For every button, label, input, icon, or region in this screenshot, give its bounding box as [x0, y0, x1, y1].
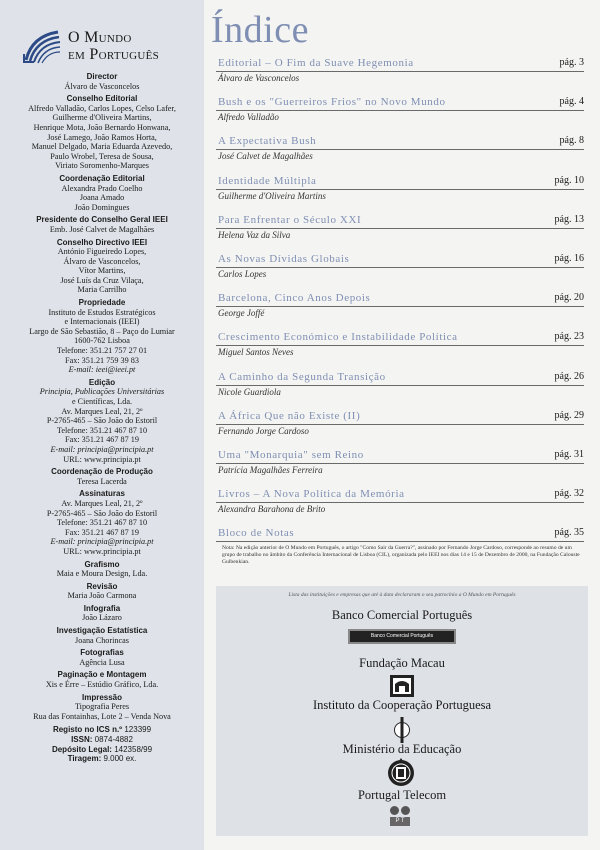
masthead-heading: Coordenação de Produção — [51, 467, 153, 477]
masthead-credits — [0, 72, 204, 764]
masthead-heading: Grafismo — [84, 559, 120, 569]
toc-entry-page: pág. 16 — [554, 252, 584, 264]
table-of-contents — [216, 57, 584, 566]
masthead-line: Av. Marques Leal, 21, 2º — [61, 406, 143, 416]
registration-value: 123399 — [124, 725, 152, 735]
toc-divider — [216, 267, 584, 268]
toc-entry-title[interactable]: Barcelona, Cinco Anos Depois — [218, 292, 371, 305]
toc-divider — [216, 463, 584, 464]
toc-entry-page: pág. 29 — [554, 409, 584, 421]
masthead-heading: Coordenação Editorial — [59, 173, 145, 183]
masthead-heading: Director — [86, 72, 118, 81]
masthead-line: Instituto de Estudos Estratégicos — [48, 307, 156, 317]
masthead-line: Largo de São Sebastião, 8 – Paço do Lumiar — [29, 326, 175, 336]
masthead-line: Teresa Lacerda — [77, 476, 127, 486]
toc-entry-page: pág. 4 — [559, 96, 584, 108]
toc-entry-page: pág. 32 — [554, 488, 584, 500]
masthead-section — [0, 94, 204, 171]
toc-entry-title[interactable]: Livros – A Nova Política da Memória — [218, 488, 405, 501]
masthead-line: Maia e Moura Design, Lda. — [56, 569, 148, 579]
toc-entry-title[interactable]: Para Enfrentar o Século XXI — [218, 213, 362, 226]
masthead-section — [0, 670, 204, 689]
masthead-heading: Impressão — [81, 692, 123, 702]
masthead-heading: Conselho Editorial — [66, 94, 138, 104]
toc-entry-title[interactable]: Crescimento Económico e Instabilidade Política — [218, 331, 458, 344]
toc-entry-title[interactable]: A Caminho da Segunda Transição — [218, 370, 386, 383]
registration-line — [0, 745, 204, 755]
masthead-section — [0, 693, 204, 722]
toc-divider — [216, 502, 584, 503]
toc-entry-author: Carlos Lopes — [218, 268, 267, 279]
toc-entry[interactable] — [216, 292, 584, 331]
masthead-line: Viriato Soromenho-Marques — [55, 161, 149, 171]
toc-entry[interactable] — [216, 331, 584, 370]
toc-entry-page: pág. 10 — [554, 174, 584, 186]
registration-line — [0, 725, 204, 735]
masthead-heading: Paginação e Montagem — [57, 670, 147, 680]
masthead-line: Joana Amado — [79, 193, 125, 203]
masthead-section — [0, 378, 204, 464]
toc-entry-page: pág. 8 — [559, 135, 584, 147]
toc-entry-author: Nicole Guardiola — [218, 386, 281, 397]
masthead-line: Guilherme d'Oliveira Martins, — [52, 113, 152, 123]
sponsor-ministerio-educacao-name: Ministério da Educação — [342, 742, 462, 756]
masthead-line: Maria Carrilho — [77, 285, 127, 295]
masthead-heading: Conselho Directivo IEEI — [56, 237, 148, 247]
toc-entry-author: Álvaro de Vasconcelos — [218, 73, 300, 83]
toc-divider — [216, 110, 584, 111]
publication-name — [68, 29, 159, 63]
toc-entry[interactable] — [216, 449, 584, 488]
masthead-line: E-mail: principia@principia.pt — [50, 537, 154, 547]
masthead-line: Maria João Carmona — [67, 591, 137, 601]
masthead-line: Emb. José Calvet de Magalhães — [49, 224, 155, 234]
masthead-sidebar — [0, 0, 204, 850]
masthead-line: Paulo Wrobel, Teresa de Sousa, — [50, 151, 154, 161]
masthead-line: Manuel Delgado, Maria Eduarda Azevedo, — [31, 142, 173, 152]
masthead-line: Telefone: 351.21 757 27 01 — [56, 346, 148, 356]
masthead-line: e Científicas, Lda. — [71, 397, 133, 406]
masthead-line: Rua das Fontainhas, Lote 2 – Venda Nova — [33, 711, 171, 721]
toc-entry-page: pág. 20 — [554, 292, 584, 304]
toc-divider — [216, 71, 584, 72]
masthead-line: Fax: 351.21 467 87 19 — [65, 527, 139, 537]
masthead-line: João Domingues — [74, 202, 130, 212]
masthead-line: P-2765-465 – São João do Estoril — [46, 416, 158, 426]
masthead-line: e Internacionais (IEEI) — [64, 317, 140, 327]
masthead-section — [0, 604, 204, 623]
masthead-line: António Figueiredo Lopes, — [57, 247, 147, 257]
masthead-section — [0, 626, 204, 645]
masthead-line: Av. Marques Leal, 21, 2º — [61, 498, 143, 508]
toc-entry-author: Alexandra Barahona de Brito — [218, 504, 326, 515]
masthead-line: E-mail: principia@principia.pt — [50, 444, 154, 454]
masthead-section — [0, 582, 204, 601]
toc-entry-title[interactable]: A África Que não Existe (II) — [218, 409, 361, 422]
masthead-section — [0, 238, 204, 296]
masthead-line: Álvaro de Vasconcelos — [64, 81, 140, 91]
sponsor-bcp-name: Banco Comercial Português — [331, 608, 473, 622]
masthead-heading: Assinaturas — [79, 489, 125, 499]
registration-value: 9.000 ex. — [103, 754, 137, 764]
toc-entry-title[interactable]: Bloco de Notas — [218, 527, 295, 540]
masthead-line: Telefone: 351.21 467 87 10 — [56, 425, 148, 435]
brand-line-2: em Português — [68, 46, 160, 63]
toc-entry-page: pág. 13 — [554, 213, 584, 225]
registration-line — [0, 735, 204, 745]
toc-divider — [216, 228, 584, 229]
masthead-line: Xis e Érre – Estúdio Gráfico, Lda. — [45, 680, 159, 690]
sponsors-panel — [216, 586, 588, 836]
bcp-logo — [348, 629, 456, 644]
registration-line — [0, 754, 204, 764]
toc-entry-page: pág. 3 — [559, 57, 584, 68]
coat-of-arms-icon — [384, 758, 418, 788]
brand-line-1: O Mundo — [68, 29, 132, 46]
toc-entry-author: Patrícia Magalhães Ferreira — [218, 464, 323, 475]
masthead-section — [0, 560, 204, 579]
masthead-line: Vítor Martins, — [78, 266, 126, 276]
registration-value: 142358/99 — [114, 744, 153, 754]
toc-entry-page: pág. 23 — [554, 331, 584, 343]
toc-entry[interactable] — [216, 371, 584, 410]
registration-block — [0, 725, 204, 763]
registration-label: Tiragem: — [67, 754, 102, 764]
masthead-line: João Lázaro — [82, 613, 122, 623]
ipc-logo-icon — [394, 717, 410, 743]
registration-label: Registo no ICS n.º — [52, 725, 123, 735]
masthead-section — [0, 489, 204, 556]
toc-entry[interactable] — [216, 175, 584, 214]
masthead-line: Fax: 351.21 759 39 83 — [65, 355, 139, 365]
masthead-heading: Edição — [88, 377, 116, 387]
masthead-line: Alexandra Prado Coelho — [61, 183, 143, 193]
toc-divider — [216, 306, 584, 307]
toc-entry[interactable] — [216, 253, 584, 292]
toc-entry[interactable] — [216, 410, 584, 449]
sponsor-fundacao-macau-name: Fundação Macau — [359, 656, 445, 670]
globe-logo-icon — [22, 28, 62, 64]
masthead-section — [0, 298, 204, 375]
pt-logo-letters: P T — [390, 817, 410, 826]
masthead-line: Agência Lusa — [79, 657, 125, 667]
toc-divider — [216, 345, 584, 346]
toc-entry-title[interactable]: Editorial – O Fim da Suave Hegemonia — [218, 57, 414, 69]
masthead-line: Tipografia Peres — [74, 702, 130, 712]
toc-entry-title[interactable]: Uma "Monarquia" sem Reino — [218, 448, 364, 461]
registration-label: ISSN: — [71, 735, 93, 744]
toc-entry[interactable] — [216, 57, 584, 96]
toc-entry[interactable] — [216, 488, 584, 527]
toc-entry[interactable] — [216, 135, 584, 174]
toc-entry-page: pág. 26 — [554, 370, 584, 382]
toc-entry[interactable] — [216, 214, 584, 253]
masthead-line: Henrique Mota, João Bernardo Honwana, — [33, 122, 171, 132]
editorial-note: Nota: Na edição anterior de O Mundo em Português, o artigo "Como Sair da Guerra?", assinado por Fernando Jorge Cardoso, corresponde ao resumo de um grupo de trabalho no âmbito da Conferência Internacional de Lisboa (CIL), organizada pelo IEEI nos dias 14 e 15 de Dezembro de 2000, na Fundação Calouste Gulbenkian. — [222, 545, 580, 566]
toc-entry-author: Guilherme d'Oliveira Martins — [218, 190, 326, 201]
toc-entry-author: Helena Vaz da Silva — [218, 229, 291, 240]
masthead-section — [0, 72, 204, 91]
masthead-line: E-mail: ieei@ieei.pt — [68, 365, 136, 375]
masthead-line: Alfredo Valladão, Carlos Lopes, Celso Lafer, — [28, 103, 176, 113]
masthead-section — [0, 174, 204, 212]
toc-entry-title[interactable]: As Novas Dívidas Globais — [218, 252, 350, 265]
toc-entry-page: pág. 35 — [554, 527, 584, 539]
publication-logo — [22, 28, 192, 68]
masthead-section — [0, 648, 204, 667]
registration-value: 0874-4882 — [94, 735, 133, 744]
masthead-line: José Lamego, João Ramos Horta, — [47, 132, 157, 142]
toc-entry-author: Fernando Jorge Cardoso — [218, 425, 309, 436]
masthead-heading: Revisão — [86, 581, 118, 591]
toc-entry-author: José Calvet de Magalhães — [218, 151, 313, 162]
toc-divider — [216, 189, 584, 190]
masthead-heading: Presidente do Conselho Geral IEEI — [36, 215, 168, 225]
masthead-section — [0, 467, 204, 486]
masthead-section — [0, 215, 204, 234]
sponsors-intro: Lista das instituições e empresas que até à data declararam o seu patrocínio a O Mundo em Português — [288, 592, 516, 598]
masthead-line: Telefone: 351.21 467 87 10 — [56, 518, 148, 528]
portugal-telecom-logo — [390, 806, 410, 826]
masthead-heading: Fotografias — [80, 648, 124, 658]
masthead-line: 1600-762 Lisboa — [74, 336, 130, 346]
masthead-line: Joana Chorincas — [75, 635, 129, 645]
masthead-line: Fax: 351.21 467 87 19 — [65, 435, 139, 445]
toc-divider — [216, 424, 584, 425]
registration-label: Depósito Legal: — [51, 744, 112, 754]
masthead-line: Álvaro de Vasconcelos, — [63, 256, 141, 266]
masthead-line: José Luís da Cruz Vilaça, — [60, 275, 144, 285]
masthead-heading: Propriedade — [78, 298, 126, 308]
masthead-heading: Investigação Estatística — [56, 626, 148, 636]
masthead-line: P-2765-465 – São João do Estoril — [46, 508, 158, 518]
toc-entry-author: George Joffé — [218, 308, 265, 319]
sponsor-ipc-name: Instituto da Cooperação Portuguesa — [312, 698, 492, 712]
toc-divider — [216, 541, 584, 542]
toc-divider — [216, 149, 584, 150]
toc-entry-author: Miguel Santos Neves — [218, 347, 294, 358]
toc-entry-title[interactable]: A Expectativa Bush — [218, 135, 317, 148]
masthead-line: Principia, Publicações Universitárias — [39, 387, 165, 397]
toc-entry-author: Alfredo Valladão — [218, 112, 279, 123]
fundacao-macau-logo-icon — [390, 675, 414, 697]
masthead-heading: Infografia — [83, 603, 121, 613]
toc-entry-page: pág. 31 — [554, 448, 584, 460]
index-title: Índice — [211, 9, 309, 51]
masthead-line: URL: www.principia.pt — [63, 454, 141, 464]
masthead-line: URL: www.principia.pt — [63, 546, 141, 556]
sponsor-portugal-telecom-name: Portugal Telecom — [357, 788, 447, 802]
bcp-logo-text: Banco Comercial Português — [370, 633, 434, 639]
toc-entry-title[interactable]: Identidade Múltipla — [218, 174, 317, 187]
toc-entry[interactable] — [216, 96, 584, 135]
toc-divider — [216, 385, 584, 386]
toc-entry-title[interactable]: Bush e os "Guerreiros Frios" no Novo Mundo — [218, 96, 446, 109]
